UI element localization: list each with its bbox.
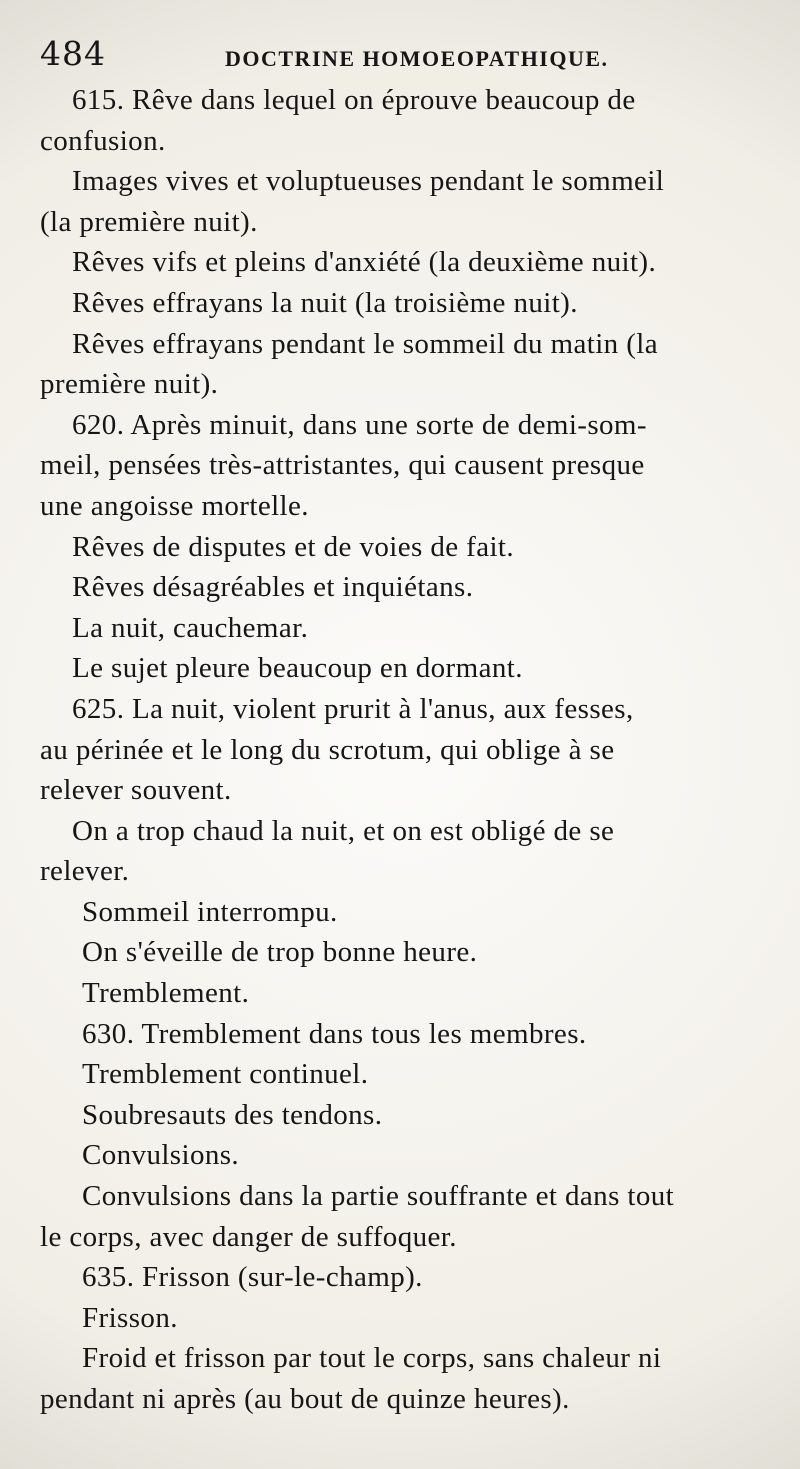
text-line: 625. La nuit, violent prurit à l'anus, aux fesses,	[72, 692, 634, 725]
text-line: relever souvent.	[40, 774, 232, 807]
text-line: relever.	[40, 855, 130, 888]
page-content	[40, 80, 765, 1420]
text-line: Frisson.	[82, 1301, 178, 1334]
text-line: La nuit, cauchemar.	[72, 611, 309, 644]
text-line: Rêves vifs et pleins d'anxiété (la deuxième nuit).	[72, 246, 657, 279]
text-line: une angoisse mortelle.	[40, 489, 309, 522]
text-line: Tremblement.	[82, 977, 250, 1010]
text-line: 615. Rêve dans lequel on éprouve beaucoup de	[72, 84, 636, 116]
page-number: 484	[40, 34, 106, 73]
text-line: au périnée et le long du scrotum, qui oblige à se	[40, 733, 615, 766]
text-line: première nuit).	[40, 368, 219, 401]
text-line: On s'éveille de trop bonne heure.	[82, 936, 478, 969]
page-header	[40, 34, 762, 84]
text-line: On a trop chaud la nuit, et on est obligé de se	[72, 814, 615, 847]
text-line: confusion.	[40, 124, 166, 157]
text-line: Rêves effrayans pendant le sommeil du matin (la	[72, 327, 659, 360]
text-line: Convulsions dans la partie souffrante et dans tout	[82, 1180, 675, 1213]
text-line: le corps, avec danger de suffoquer.	[40, 1220, 457, 1253]
text-line: meil, pensées très-attristantes, qui causent presque	[40, 449, 645, 482]
text-line: Soubresauts des tendons.	[82, 1098, 383, 1131]
text-line: Rêves désagréables et inquiétans.	[72, 571, 474, 604]
text-line: 630. Tremblement dans tous les membres.	[82, 1017, 587, 1050]
text-line: Froid et frisson par tout le corps, sans chaleur ni	[82, 1342, 662, 1375]
text-line: (la première nuit).	[40, 205, 258, 238]
text-line: pendant ni après (au bout de quinze heures).	[40, 1383, 570, 1415]
text-line: Sommeil interrompu.	[82, 895, 338, 928]
text-line: Le sujet pleure beaucoup en dormant.	[72, 652, 523, 685]
text-line: Convulsions.	[82, 1139, 240, 1172]
text-line: Rêves de disputes et de voies de fait.	[72, 530, 515, 563]
text-line: Tremblement continuel.	[82, 1058, 369, 1091]
running-title: DOCTRINE HOMOEOPATHIQUE.	[225, 46, 609, 71]
text-line: 620. Après minuit, dans une sorte de demi-som-	[72, 408, 647, 441]
text-line: Rêves effrayans la nuit (la troisième nuit).	[72, 286, 578, 319]
text-line: 635. Frisson (sur-le-champ).	[82, 1261, 423, 1294]
text-line: Images vives et voluptueuses pendant le sommeil	[72, 165, 665, 198]
